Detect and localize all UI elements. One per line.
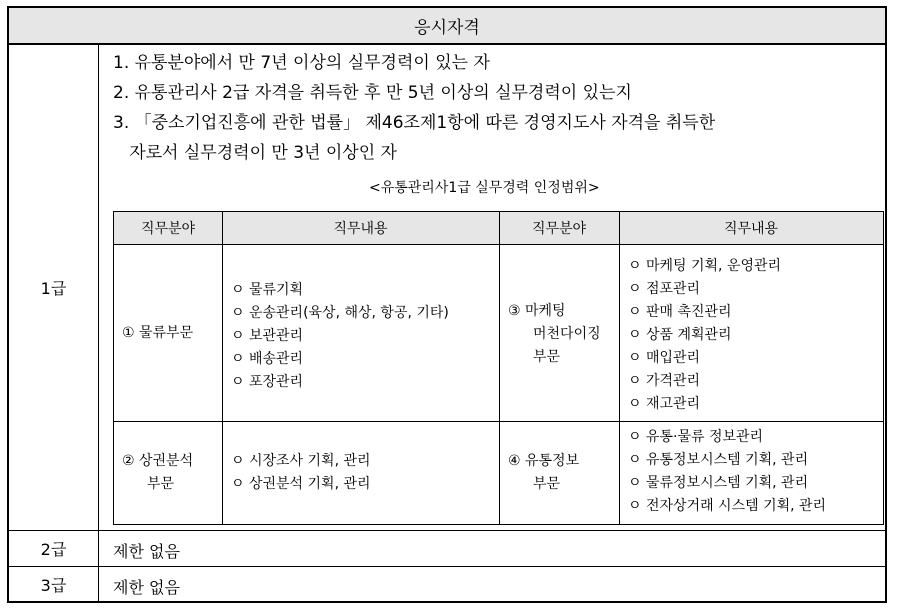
list-item: ㅇ 판매 촉진관리 — [628, 304, 732, 320]
list-item: ㅇ 매입관리 — [628, 350, 701, 366]
list-item: ㅇ 마케팅 기획, 운영관리 — [628, 258, 782, 274]
duty-list — [628, 426, 826, 518]
row-divider — [9, 530, 885, 531]
header-content-1: 직무내용 — [222, 212, 499, 245]
list-item: ㅇ 물류기획 — [231, 282, 304, 298]
field-distribution-info — [508, 450, 579, 496]
header-content-2: 직무내용 — [619, 212, 883, 245]
experience-scope-table — [113, 211, 884, 525]
duty-list — [231, 450, 371, 496]
field-label: ④ 유통정보 — [508, 453, 580, 469]
field-label: ② 상권분석 — [122, 453, 194, 469]
field-label: 머천다이징 — [533, 326, 601, 342]
list-item: ㅇ 배송관리 — [231, 351, 304, 367]
list-item: ㅇ 유통정보시스템 기획, 관리 — [628, 452, 809, 468]
header-field-2: 직무분야 — [499, 212, 619, 245]
duty-list — [231, 279, 449, 394]
grade2-value: 제한 없음 — [113, 542, 180, 561]
list-item: ㅇ 운송관리(육상, 해상, 항공, 기타) — [231, 305, 449, 321]
list-item: ㅇ 재고관리 — [628, 396, 701, 412]
field-trade-area — [122, 450, 193, 496]
list-item: ㅇ 포장관리 — [231, 374, 304, 390]
requirement-line: 1. 유통분야에서 만 7년 이상의 실무경력이 있는 자 — [113, 53, 490, 73]
list-item: ㅇ 물류정보시스템 기획, 관리 — [628, 475, 809, 491]
field-logistics — [122, 322, 193, 345]
column-divider — [619, 212, 620, 524]
grade1-label: 1급 — [9, 45, 99, 530]
duty-list — [628, 255, 781, 416]
list-item: ㅇ 시장조사 기획, 관리 — [231, 453, 371, 469]
grade1-requirements — [113, 48, 715, 168]
requirement-line: 자로서 실무경력이 만 3년 이상인 자 — [113, 143, 397, 163]
list-item: ㅇ 가격관리 — [628, 373, 701, 389]
field-label: 부문 — [147, 476, 175, 492]
grade3-value: 제한 없음 — [113, 578, 180, 597]
table-caption: <유통관리사1급 실무경력 인정범위> — [369, 180, 600, 196]
row-divider — [9, 566, 885, 567]
table-header: 응시자격 — [9, 8, 885, 45]
field-marketing — [508, 300, 601, 369]
requirement-line: 2. 유통관리사 2급 자격을 취득한 후 만 5년 이상의 실무경력이 있는지 — [113, 83, 632, 103]
column-divider — [222, 212, 223, 524]
column-divider — [499, 212, 500, 524]
field-label: ① 물류부문 — [122, 325, 194, 341]
field-label: ③ 마케팅 — [508, 303, 566, 319]
field-label: 부문 — [533, 349, 561, 365]
field-label: 부문 — [533, 476, 561, 492]
list-item: ㅇ 상권분석 기획, 관리 — [231, 476, 371, 492]
requirement-line: 3. 「중소기업진흥에 관한 법률」 제46조제1항에 따른 경영지도사 자격을 취득한 — [113, 113, 716, 133]
list-item: ㅇ 전자상거래 시스템 기획, 관리 — [628, 498, 827, 514]
list-item: ㅇ 점포관리 — [628, 281, 701, 297]
header-field-1: 직무분야 — [114, 212, 222, 245]
list-item: ㅇ 보관관리 — [231, 328, 304, 344]
grade2-label: 2급 — [9, 531, 99, 566]
list-item: ㅇ 유통·물류 정보관리 — [628, 429, 764, 445]
list-item: ㅇ 상품 계획관리 — [628, 327, 732, 343]
qualification-table — [7, 6, 887, 603]
grade3-label: 3급 — [9, 567, 99, 601]
row-divider — [114, 421, 883, 422]
